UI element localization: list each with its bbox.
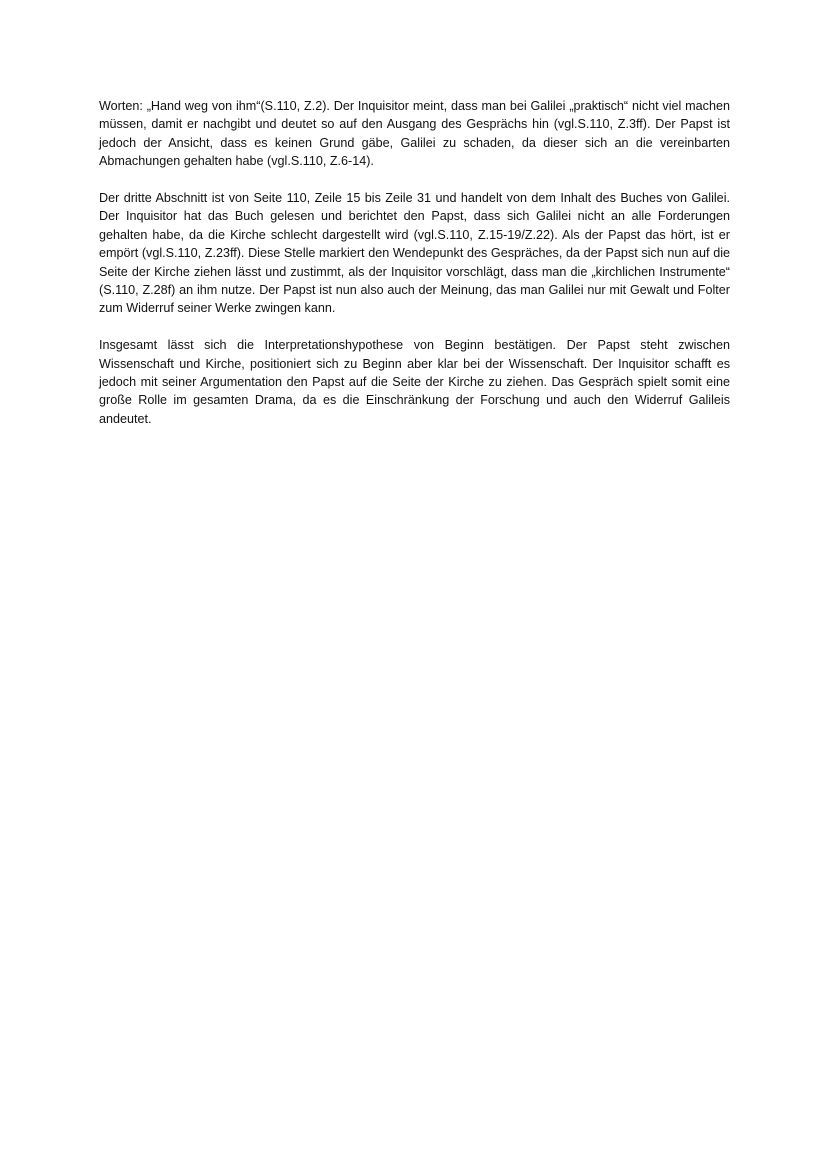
paragraph-2: Der dritte Abschnitt ist von Seite 110, Zeile 15 bis Zeile 31 und handelt von dem Inhalt des Buches von Galilei. Der Inquisitor hat das Buch gelesen und berichtet den Papst, dass sich Galilei nicht an alle Forderungen gehalten habe, da die Kirche schlecht dargestellt wird (vgl.S.110, Z.15-19/Z.22). Als der Papst das hört, ist er empört (vgl.S.110, Z.23ff). Diese Stelle markiert den Wendepunkt des Gespräches, da der Papst sich nun auf die Seite der Kirche ziehen lässt und zustimmt, als der Inquisitor vorschlägt, dass man die „kirchlichen Instrumente“ (S.110, Z.28f) an ihm nutze. Der Papst ist nun also auch der Meinung, das man Galilei nur mit Gewalt und Folter zum Widerruf seiner Werke zwingen kann. xyxy=(99,191,730,316)
paragraph-3: Insgesamt lässt sich die Interpretationshypothese von Beginn bestätigen. Der Papst steht zwischen Wissenschaft und Kirche, positioniert sich zu Beginn aber klar bei der Wissenschaft. Der Inquisitor schafft es jedoch mit seiner Argumentation den Papst auf die Seite der Kirche zu ziehen. Das Gespräch spielt somit eine große Rolle im gesamten Drama, da es die Einschränkung der Forschung und auch den Widerruf Galileis andeutet. xyxy=(99,338,730,426)
paragraph-1: Worten: „Hand weg von ihm“(S.110, Z.2). Der Inquisitor meint, dass man bei Galilei „praktisch“ nicht viel machen müssen, damit er nachgibt und deutet so auf den Ausgang des Gesprächs hin (vgl.S.110, Z.3ff). Der Papst ist jedoch der Ansicht, dass es keinen Grund gäbe, Galilei zu schaden, da dieser sich an die vereinbarten Abmachungen gehalten habe (vgl.S.110, Z.6-14). xyxy=(99,99,730,169)
body-text xyxy=(99,97,730,447)
